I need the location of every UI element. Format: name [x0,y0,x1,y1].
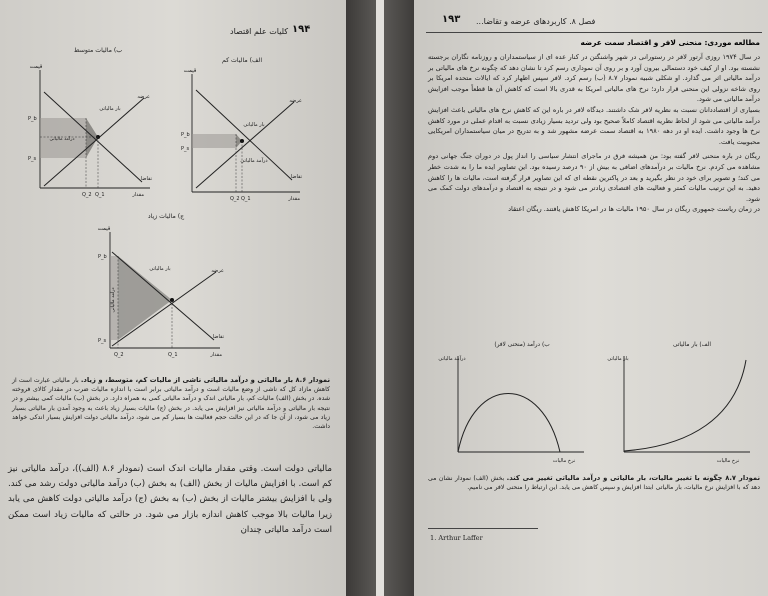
footnote: 1. Arthur Laffer [430,534,483,542]
ps-label: P_s [98,338,107,344]
tax-revenue-label: درآمد مالیاتی [111,287,116,313]
case-study-para-4: در زمان ریاست جمهوری ریگان در سال ۱۹۵۰ مالیات ها در امریکا کاهش یافتند. ریگان اعتقاد [508,205,760,214]
footnote-rule [428,528,538,529]
supply-label: عرضه [211,268,224,274]
right-page-header: فصل ۸. کاربردهای عرضه و تقاضا... [476,17,596,26]
supply-label: عرضه [137,94,150,100]
supply-label: عرضه [289,98,302,104]
q1-label: Q_1 [95,192,105,198]
caption-body: بخش (الف) نمودار نشان می دهد که با افزایش نرخ مالیات، بار مالیاتی ابتدا افزایش و سپس کاهش می یابد. این ارتباط را منحنی لافر می نامیم. [428,475,760,492]
case-study-para-2: بسیاری از اقتصاددانان نسبت به نظریه لافر شک داشتند. دیدگاه لافر در باره این که کاهش نرخ های مالیاتی باعث افزایش درآمد مالیاتی می شود از لحاظ نظریه اقتصاد کاملاً صحیح بود ولی تردید بسیار زیادی نسبت به اقدام عملی در مورد کاهش نرخ ها وجود داشت. ایده او در دهه ۱۹۸۰ به اقتصاد سمت عرضه مشهور شد و به تدریج در میان سیاستمداران امریکایی محبوبیت یافت. [428,105,761,146]
book-gutter [346,0,414,596]
case-study-title: مطالعه موردی: منحنی لافر و اقتصاد سمت عرضه [580,38,760,47]
demand-label: تقاضا [212,334,224,340]
ps-label: P_s [181,146,190,152]
pb-label: P_b [98,254,107,260]
y-axis-label: قیمت [97,226,111,232]
chart-title: ب) درآمد (منحنی لافر) [494,342,550,348]
q1-label: Q_1 [168,352,178,358]
chart-title: ب) مالیات متوسط [73,47,123,54]
q1-label: Q_1 [241,196,251,202]
pb-label: P_b [28,116,37,122]
x-axis-label: نرخ مالیات [716,458,740,464]
right-page-number: ۱۹۳ [442,14,461,25]
deadweight-triangle [86,118,98,158]
y-axis-label: قیمت [29,64,43,70]
tax-revenue-label: درآمد مالیاتی [240,158,268,164]
left-page-header: کلیات علم اقتصاد [230,27,289,36]
x-axis-label: مقدار [288,196,300,202]
caption-title: نمودار ۸.۶ بار مالیاتی و درآمد مالیاتی ناشی از مالیات کم، متوسط، و زیاد. [80,376,331,384]
caption-body: بار مالیاتی عبارت است از کاهش مازاد کل که ناشی از وضع مالیات است و درآمد مالیاتی برابر است با اندازه مالیات ضرب در مقدار کالای فروخته شده. در بخش (الف) مالیات کم، بار مالیاتی اندک و درآمد مالیاتی کمی به همراه دارد. در بخش (ب) مالیات کمی بیشتر و در نتیجه بار مالیاتی و درآمد مالیاتی نیز افزایش می یابد. در بخش (ج) مالیات بسیار زیاد باعث به وجود آمدن بار مالیاتی بسیار زیاد می شود، از آن جا که در این حالت حجم فعالیت ها بسیار کم می شود، درآمد مالیاتی دولت افزایش بسیار اندکی خواهد داشت. [12,377,330,431]
body-paragraph: مالیاتی دولت است. وقتی مقدار مالیات اندک است (نمودار ۸.۶ (الف))، درآمد مالیاتی نیز کم است. با افزایش مالیات از بخش (الف) به بخش (ب) درآمد مالیاتی دولت رشد می کند. ولی با افزایش بیشتر مالیات از بخش (ب) به بخش (ج) درآمد مالیاتی دولت کاهش می یابد زیرا مالیات بالا موجب کاهش اندازه بازار می شود. در حالتی که مالیات زیاد است ممکن است درآمد مالیاتی چندان [8,464,332,535]
demand-label: تقاضا [290,174,302,180]
x-axis-label: نرخ مالیات [552,458,576,464]
left-page-number: ۱۹۴ [292,24,311,35]
case-study-para-1: در سال ۱۹۷۴ روزی آرتور لافر در رستورانی در شهر واشنگتن در کنار عده ای از سیاستمداران و روزنامه نگاران برجسته نشسته بود. او از کیف خود دستمالی بیرون آورد و بر روی آن نموداری رسم کرد تا نشان دهد که چگونه نرخ های مالیاتی بر درآمد مالیاتی اثر می گذارد. او شکلی شبیه نمودار ۸.۷ (ب) رسم کرد. لافر سپس اظهار کرد که ایالات متحده امریکا بر روی شاخه نزولی این منحنی قرار دارد؛ نرخ های مالیاتی امریکا به قدری بالا است که کاهش آن ها قطعاً موجب افزایش درآمد مالیاتی می شود. [428,53,761,104]
figure-caption [12,376,330,431]
tax-burden-label: بار مالیاتی [99,106,121,112]
x-axis-label: مقدار [132,192,144,198]
q2-label: Q_2 [230,196,240,202]
q2-label: Q_2 [82,192,92,198]
tax-revenue-area [192,134,236,148]
figure-caption [428,474,760,492]
tax-revenue-label: درآمد مالیاتی [49,137,75,142]
box-top-rule [426,32,762,33]
laffer-curve [458,394,560,453]
chart-laffer-curve [434,338,594,468]
q2-label: Q_2 [114,352,124,358]
left-page [0,0,346,596]
deadweight-curve [624,360,746,451]
chart-deadweight-curve [600,338,760,468]
y-axis-label: قیمت [183,68,197,74]
tax-burden-label: بار مالیاتی [243,122,265,128]
x-axis-label: مقدار [210,352,222,358]
demand-label: تقاضا [140,176,152,182]
chart-high-tax [90,208,240,368]
tax-burden-label: بار مالیاتی [149,266,171,272]
y-axis-label: درآمد مالیاتی [438,356,466,362]
caption-title: نمودار ۸.۷ چگونه با تغییر مالیات، بار مالیاتی و درآمد مالیاتی تغییر می کند. [506,474,761,482]
chart-moderate-tax [10,40,160,200]
chart-title: الف) مالیات کم [221,57,263,64]
chart-low-tax [170,52,320,212]
right-page [414,0,768,596]
case-study-text [428,52,760,215]
y-axis-label: بار مالیاتی [607,356,629,362]
chart-title: الف) بار مالیاتی [672,342,712,348]
pb-label: P_b [181,132,190,138]
chart-title: ج) مالیات زیاد [147,213,185,220]
case-study-para-3: ریگان در باره منحنی لافر گفته بود: من همیشه فرق در ماجرای انتشار سیاسی را انداز پول در دوران جنگ جهانی دوم مشاهده می کردم. نرخ مالیات بر درآمدهای اضافی به بیش از ۹۰ درصد رسیده بود. این تصاویر ایده ما را به شدت خطر می کند؛ و تصویر برای خود در نظر بگیرید و بعد در پاکترین نقطه ای که این تصاویر قرار گرفته است، مالیات ها را کاهش دهید. به این ترتیب مالیات کمتر و فعالیت های اقتصادی زیادتر می شود و در نتیجه به اقتصاد و درآمدهای دولت کمک می شود. [428,152,760,203]
ps-label: P_s [28,156,37,162]
